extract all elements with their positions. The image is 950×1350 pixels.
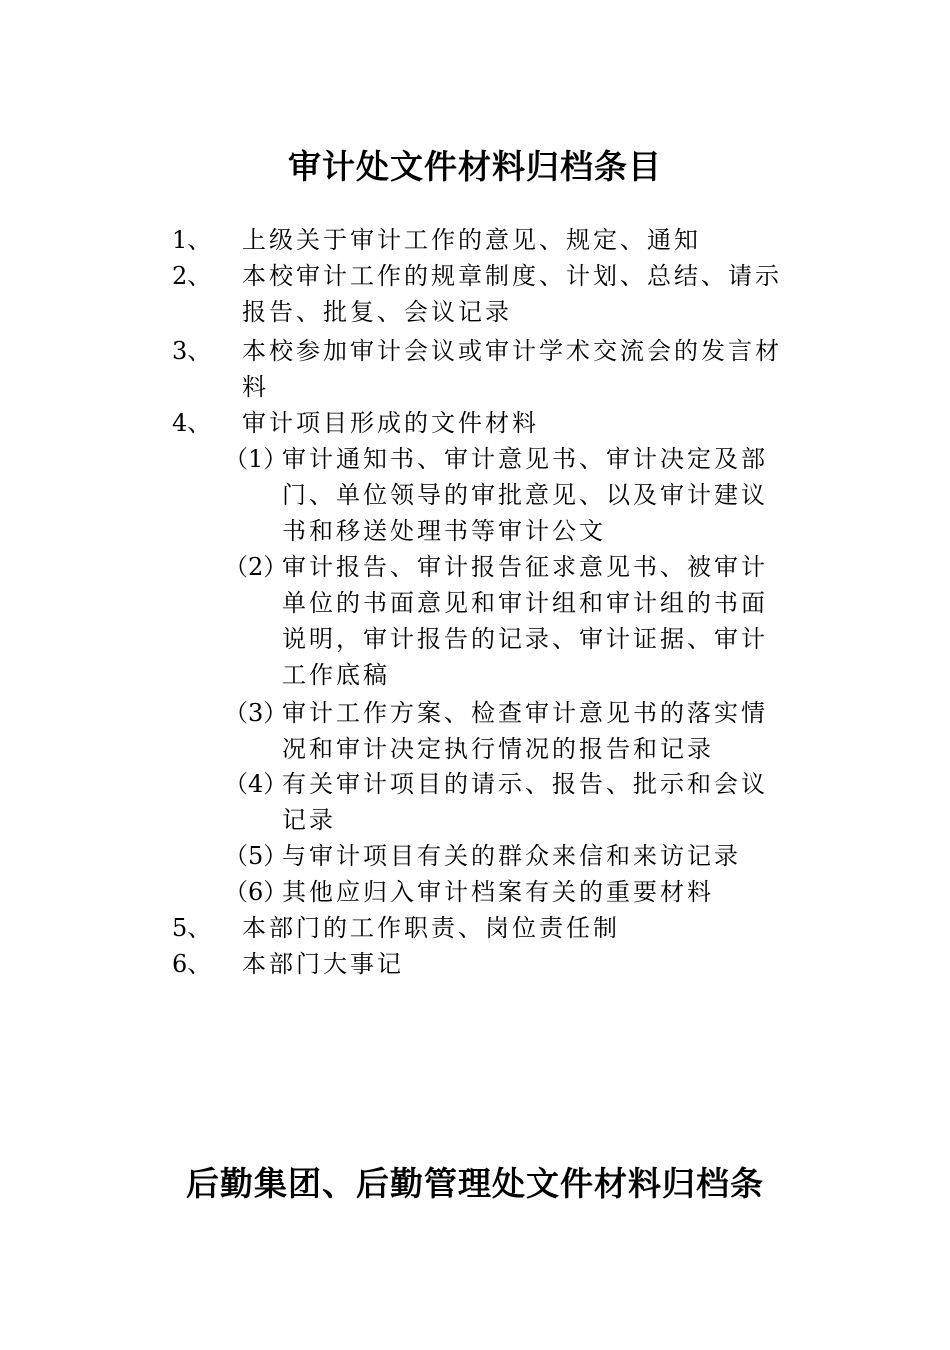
sub-item-number: （2）	[224, 553, 288, 581]
sub-item-number: （6）	[224, 878, 288, 906]
sub-item-text: 审计工作方案、检查审计意见书的落实情况和审计决定执行情况的报告和记录	[282, 699, 768, 763]
item-text: 本部门的工作职责、岗位责任制	[242, 914, 620, 942]
item-number: 3、	[172, 337, 212, 365]
item-text: 本校审计工作的规章制度、计划、总结、请示报告、批复、会议记录	[242, 262, 782, 326]
section-title: 后勤集团、后勤管理处文件材料归档条	[186, 1164, 764, 1203]
sub-item-number: （5）	[224, 842, 288, 870]
sub-item-number: （1）	[224, 445, 288, 473]
sub-item-text: 有关审计项目的请示、报告、批示和会议记录	[282, 770, 768, 834]
item-number: 5、	[172, 914, 212, 942]
item-number: 6、	[172, 950, 212, 978]
sub-item-text: 审计报告、审计报告征求意见书、被审计单位的书面意见和审计组和审计组的书面说明，审计报告的记录、审计证据、审计工作底稿	[282, 553, 768, 689]
item-text: 上级关于审计工作的意见、规定、通知	[242, 226, 701, 254]
item-text: 审计项目形成的文件材料	[242, 409, 539, 437]
item-number: 2、	[172, 262, 212, 290]
sub-item-number: （3）	[224, 699, 288, 727]
sub-item-number: （4）	[224, 770, 288, 798]
sub-item-text: 审计通知书、审计意见书、审计决定及部门、单位领导的审批意见、以及审计建议书和移送处理书等审计公文	[282, 445, 768, 545]
item-number: 4、	[172, 409, 212, 437]
page-title: 审计处文件材料归档条目	[288, 147, 662, 186]
item-text: 本校参加审计会议或审计学术交流会的发言材料	[242, 337, 782, 401]
item-text: 本部门大事记	[242, 950, 404, 978]
sub-item-text: 其他应归入审计档案有关的重要材料	[282, 878, 714, 906]
sub-item-text: 与审计项目有关的群众来信和来访记录	[282, 842, 741, 870]
item-number: 1、	[172, 226, 212, 254]
